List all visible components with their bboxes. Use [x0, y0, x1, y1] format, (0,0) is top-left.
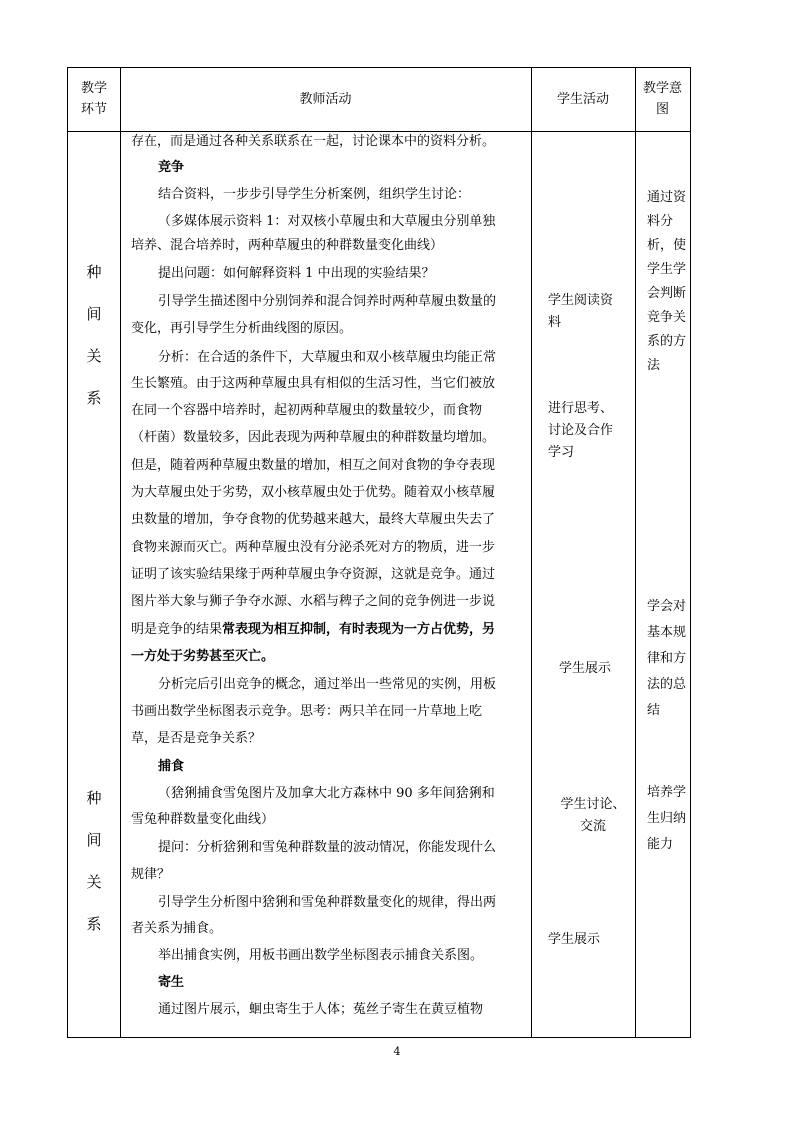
page-number: 4 [393, 1045, 401, 1058]
teacher-line: 为大草履虫处于劣势，双小核草履虫处于优势。随着双小核草履 [131, 485, 496, 500]
teacher-line: 变化，再引导学生分析曲线图的原因。 [131, 321, 353, 336]
teacher-line: 存在，而是通过各种关系联系在一起，讨论课本中的资料分析。 [131, 134, 496, 149]
teacher-line: 分析完后引出竞争的概念，通过举出一些常见的实例，用板 [158, 677, 497, 692]
intent-line: 会判断 [647, 286, 687, 301]
header-col1-line2: 环节 [80, 102, 107, 117]
teacher-heading-predation: 捕食 [158, 759, 185, 774]
intent-line: 竞争关 [647, 310, 687, 325]
intent-line: 通过资 [647, 190, 687, 205]
teacher-line: 图片举大象与狮子争夺水源、水稻与稗子之间的竞争例进一步说 [131, 594, 496, 609]
teacher-line: 雪兔种群数量变化曲线） [131, 812, 275, 827]
teacher-line: 引导学生分析图中猞猁和雪兔种群数量变化的规律，得出两 [158, 895, 497, 910]
section-label-lower [68, 777, 120, 945]
teacher-line: 生长繁殖。由于这两种草履虫具有相似的生活习性，当它们被放 [131, 376, 496, 391]
intent-line: 培养学 [647, 785, 687, 800]
teacher-line-bold: 一方处于劣势甚至灭亡。 [131, 649, 275, 664]
student-activity-line: 学生阅读资 [548, 293, 614, 308]
section-label-upper [68, 251, 120, 419]
student-activity-exchange [548, 794, 638, 838]
header-col1-line1: 教学 [80, 81, 107, 96]
col-divider-3 [635, 68, 636, 1037]
teacher-heading-competition: 竞争 [158, 160, 185, 175]
teacher-line: （多媒体展示资料 1：对双核小草履虫和大草履虫分别单独 [158, 214, 496, 229]
intent-judge-competition [647, 186, 686, 378]
teacher-line: 书画出数学坐标图表示竞争。思考：两只羊在同一片草地上吃 [131, 704, 483, 719]
intent-line: 法 [647, 358, 661, 373]
teacher-line: 者关系为捕食。 [131, 921, 223, 936]
header-student-activity: 学生活动 [556, 92, 609, 107]
intent-summarize [647, 594, 686, 724]
student-activity-line: 学生讨论、 [560, 797, 626, 812]
intent-line: 律和方 [647, 651, 687, 666]
header-col4-line1: 教学意 [642, 81, 682, 96]
section-label-upper-char: 种 [86, 263, 102, 281]
intent-line: 学会对 [647, 599, 687, 614]
intent-line: 系的方 [647, 334, 687, 349]
teacher-line: 培养、混合培养时，两种草履虫的种群数量变化曲线） [131, 238, 444, 253]
section-label-lower-char: 系 [86, 915, 102, 933]
student-activity-line: 料 [548, 315, 562, 330]
col-divider-1 [120, 68, 121, 1037]
header-teacher-activity: 教师活动 [299, 92, 352, 107]
teacher-line: 虫数量的增加，争夺食物的优势越来越大，最终大草履虫失去了 [131, 512, 496, 527]
teacher-line: 举出捕食实例，用板书画出数学坐标图表示捕食关系图。 [158, 948, 484, 963]
teacher-line: （猞猁捕食雪兔图片及加拿大北方森林中 90 多年间猞猁和 [158, 786, 495, 801]
teacher-line: 证明了该实验结果缘于两种草履虫争夺资源，这就是竞争。通过 [131, 567, 496, 582]
section-label-lower-char: 种 [86, 789, 102, 807]
teacher-line: 分析：在合适的条件下，大草履虫和双小核草履虫均能正常 [158, 350, 497, 365]
teacher-heading-parasitism: 寄生 [158, 975, 185, 990]
teacher-line: 但是，随着两种草履虫数量的增加，相互之间对食物的争夺表现 [131, 458, 496, 473]
teacher-line-bold-part: 常表现为相互抑制，有时表现为一方占优势，另 [222, 622, 496, 637]
section-label-lower-char: 关 [86, 873, 102, 891]
section-label-upper-char: 关 [86, 347, 102, 365]
intent-line: 析，使 [647, 238, 687, 253]
teacher-line: 引导学生描述图中分别饲养和混合饲养时两种草履虫数量的 [158, 294, 497, 309]
student-activity-line: 讨论及合作 [548, 423, 614, 438]
intent-line: 生归纳 [647, 811, 687, 826]
student-activity-read [548, 290, 613, 334]
header-col4 [635, 78, 690, 120]
student-activity-present-2: 学生展示 [548, 932, 601, 947]
teacher-line: 食物来源而灭亡。两种草履虫没有分泌杀死对方的物质，进一步 [131, 540, 496, 555]
intent-line: 结 [647, 703, 661, 718]
student-activity-present: 学生展示 [559, 661, 612, 676]
col-divider-2 [531, 68, 532, 1037]
teacher-line: 提问：分析猞猁和雪兔种群数量的波动情况，你能发现什么 [158, 840, 497, 855]
student-activity-line: 进行思考、 [548, 401, 614, 416]
teacher-line: 提出问题：如何解释资料 1 中出现的实验结果？ [158, 266, 435, 281]
teacher-line: 草，是否是竞争关系？ [131, 731, 262, 746]
intent-line: 能力 [647, 837, 674, 852]
student-activity-discuss [548, 398, 613, 464]
intent-induction [647, 780, 686, 858]
intent-line: 学生学 [647, 262, 687, 277]
section-label-lower-char: 间 [86, 831, 102, 849]
student-activity-line: 交流 [579, 819, 606, 834]
header-col4-line2: 图 [655, 102, 669, 117]
intent-line: 基本规 [647, 625, 687, 640]
teacher-line: 规律？ [131, 867, 171, 882]
teacher-line-normal-part: 明是竞争的结果 [131, 622, 223, 637]
teacher-line: （杆菌）数量较多，因此表现为两种草履虫的种群数量均增加。 [131, 430, 496, 445]
intent-line: 法的总 [647, 677, 687, 692]
student-activity-line: 学习 [548, 445, 575, 460]
teacher-line: 通过图片展示，蛔虫寄生于人体；菟丝子寄生在黄豆植物 [158, 1002, 484, 1017]
section-label-upper-char: 系 [86, 389, 102, 407]
intent-line: 料分 [647, 214, 674, 229]
header-col1 [68, 78, 120, 120]
teacher-line: 结合资料，一步步引导学生分析案例，组织学生讨论： [158, 187, 471, 202]
teacher-line: 在同一个容器中培养时，起初两种草履虫的数量较少，而食物 [131, 403, 483, 418]
teacher-line-mixed [131, 619, 495, 641]
section-label-upper-char: 间 [86, 305, 102, 323]
